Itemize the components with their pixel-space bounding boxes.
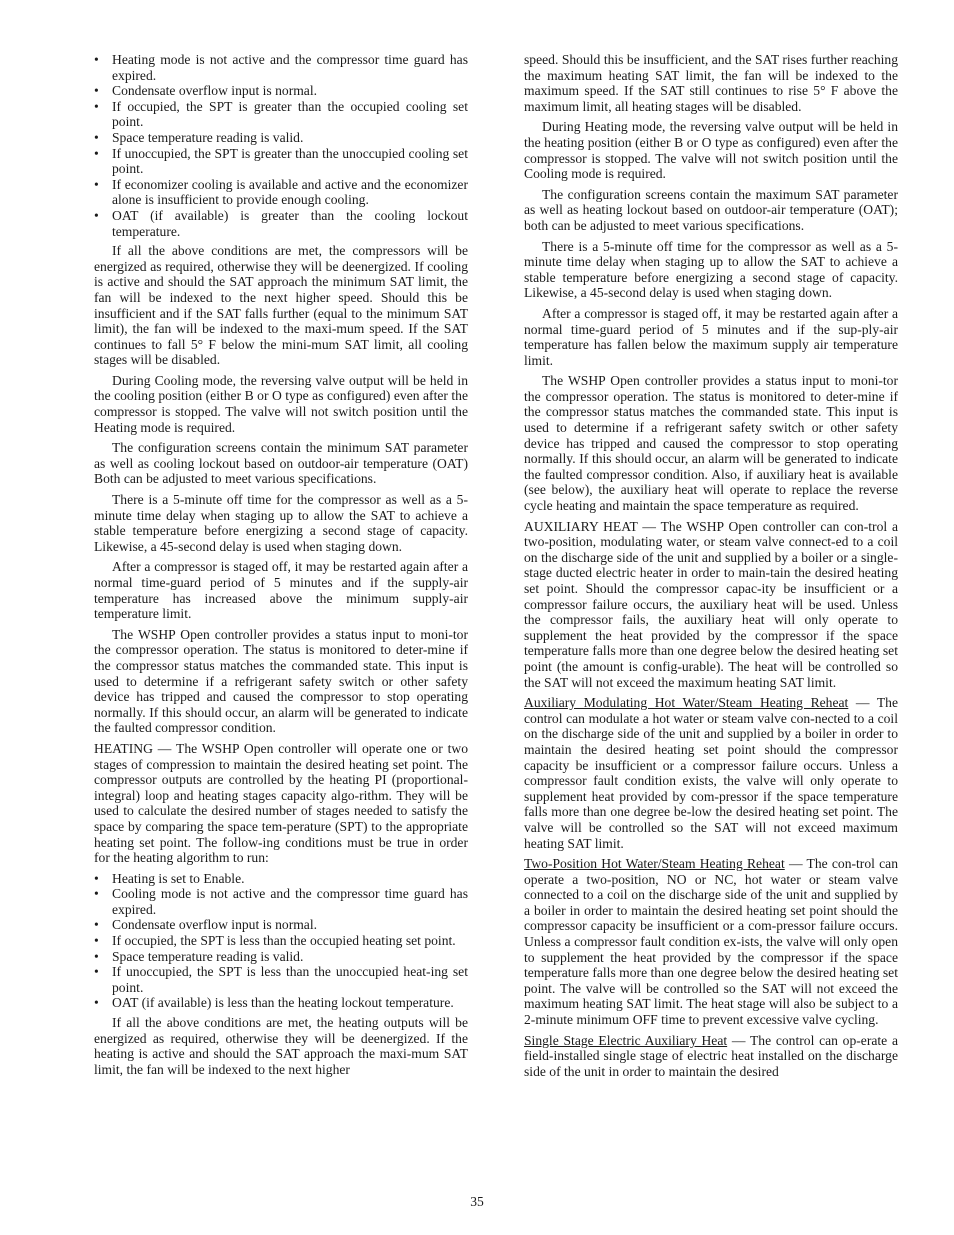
list-item: • Condensate overflow input is normal. [94,83,318,99]
list-item: • Space temperature reading is valid. [94,129,304,145]
right-column [524,52,898,1084]
list-item: • Space temperature reading is valid. [94,948,304,964]
list-item: • OAT (if available) is greater than the cooling lockout temperature. [94,207,468,239]
bullet-icon: • [94,129,99,145]
list-item: • OAT (if available) is less than the heating lockout temperature. [94,995,454,1011]
list-item: • If economizer cooling is available and active and the economizer alone is insufficient to provide enough cooling. [94,176,468,208]
bullet-icon: • [94,995,99,1011]
bullet-icon: • [94,145,99,161]
paragraph-cooling-status: The WSHP Open controller provides a status input to moni-tor the compressor operation. The status is monitored to deter-mine if the compressor status matches the commanded state. This input is used to determine if a refrigerant safety switch or other safety device has tripped and caused the compressor to stop operating normally. If this should occur, an alarm will be generated to indicate the faulted compressor condition. [94,626,468,736]
paragraph-heating-offtime: There is a 5-minute off time for the compressor as well as a 5-minute time delay when staging up to allow the SAT to achieve a stable temperature before energizing a second stage of capacity. Likewise, a 45-second delay is used when staging down. [524,238,898,301]
heating-conditions-list [94,871,468,1011]
bullet-icon: • [94,886,99,902]
bullet-icon: • [94,98,99,114]
paragraph-cooling-valve: During Cooling mode, the reversing valve output will be held in the cooling position (either B or O type as configured) even after the compressor is stopped. The valve will not switch position until the Heating mode is required. [94,372,468,435]
bullet-icon: • [94,917,99,933]
paragraph-cooling-restart: After a compressor is staged off, it may be restarted again after a normal time-guard period of 5 minutes and if the supply-air temperature has increased above the minimum supply-air temperature limit. [94,559,468,622]
bullet-icon: • [94,948,99,964]
list-item: • Heating mode is not active and the compressor time guard has expired. [94,52,468,83]
paragraph-heating-restart: After a compressor is staged off, it may be restarted again after a normal time-guard period of 5 minutes and if the sup-ply-air temperature has fallen below the maximum supply air temperature limit. [524,305,898,368]
paragraph-modulating-reheat: Auxiliary Modulating Hot Water/Steam Heating Reheat — The control can modulate a hot water or steam valve con-nected to a coil on the discharge side of the unit and supplied by a boiler in order to maintain the desired heating set point should the compressor capacity be insufficient or a compressor failure occurs. Unless a compressor fault condition exists, the valve will only operate to supplement heat provided by com-pressor if the space temperature falls more than one degree be-low the desired heating set point. The valve will be controlled so the SAT will not exceed maximum heating SAT limit. [524,695,899,851]
bullet-icon: • [94,176,99,192]
paragraph-two-position-reheat: Two-Position Hot Water/Steam Heating Reheat — The con-trol can operate a two-position, NO or NC, hot water or steam valve connected to a coil on the discharge side of the unit and supplied by a boiler in order to maintain the desired heating set point should the compressor capacity be insufficient or a com-pressor failure occurs. Unless a compressor fault condition ex-ists, the valve will only open to supplement the heat provided by the compressor if the space temperature falls more than one degree below the desired heating set point. The valve will be controlled so the SAT will not exceed the maximum heating SAT limit. The heat stage will also be subject to a 2-minute minimum OFF time to prevent excessive valve cycling. [524,856,898,1028]
paragraph-heating-conditions: If all the above conditions are met, the heating outputs will be energized as required, otherwise they will be deenergized. If the heating is active and should the SAT approach the maxi-mum SAT limit, the fan will be indexed to the next higher [94,1015,468,1077]
bullet-icon: • [94,52,99,67]
section-heading-heating: HEATING [94,740,153,756]
section-heading-auxiliary-heat: AUXILIARY HEAT [524,518,638,534]
paragraph-heating-status: The WSHP Open controller provides a status input to moni-tor the compressor operation. The status is monitored to deter-mine if the compressor status matches the commanded state. This input is used to determine if a refrigerant safety switch or other safety device has tripped and caused the compressor to stop operating normally. If this should occur, an alarm will be generated to indicate the faulted compressor condition. Also, if auxiliary heat is available (see below), the auxiliary heat will operate to replace the reverse cycle heating and maintain the space temperature as required. [524,373,898,514]
subheading-two-position-reheat: Two-Position Hot Water/Steam Heating Reheat [524,856,785,872]
list-item: • Condensate overflow input is normal. [94,917,318,933]
list-item: • If unoccupied, the SPT is less than the unoccupied heat-ing set point. [94,964,468,995]
list-item: • If unoccupied, the SPT is greater than the unoccupied cooling set point. [94,145,468,177]
list-item: • If occupied, the SPT is less than the occupied heating set point. [94,933,456,949]
list-item: • Heating is set to Enable. [94,870,245,886]
paragraph-single-stage-electric: Single Stage Electric Auxiliary Heat — The control can op-erate a field-installed single stage of electric heat installed on the discharge side of the unit in order to maintain the desired [524,1032,898,1079]
bullet-icon: • [94,964,99,980]
paragraph-heating-intro: HEATING — The WSHP Open controller will operate one or two stages of compression to maintain the desired heating set point. The compressor outputs are controlled by the heating PI (proportional-integral) loop and heating stages capacity algo-rithm. They will be used to calculate the desired number of stages needed to satisfy the space by comparing the space tem-perature (SPT) to the appropriate heating set point. The follow-ing conditions must be true in order for the heating algorithm to run: [94,740,468,866]
paragraph-heating-config: The configuration screens contain the maximum SAT parameter as well as heating lockout based on outdoor-air temperature (OAT); both can be adjusted to meet various specifications. [524,186,898,233]
list-item: • Cooling mode is not active and the compressor time guard has expired. [94,886,468,917]
paragraph-cooling-config: The configuration screens contain the minimum SAT parameter as well as cooling lockout based on outdoor-air temperature (OAT) Both can be adjusted to meet various specifications. [94,440,468,487]
bullet-icon: • [94,870,99,886]
left-column [94,52,468,1082]
bullet-icon: • [94,933,99,949]
subheading-single-stage-electric: Single Stage Electric Auxiliary Heat [524,1032,728,1048]
paragraph-heating-continued: speed. Should this be insufficient, and the SAT rises further reaching the maximum heating SAT limit, the fan will be indexed to the maximum speed. If the SAT still continues to rise 5° F above the maximum limit, all heating stages will be disabled. [524,52,898,114]
bullet-icon: • [94,83,99,99]
cooling-conditions-list [94,52,468,239]
page-number: 35 [470,1194,484,1209]
subheading-modulating-reheat: Auxiliary Modulating Hot Water/Steam Heating Reheat [524,695,849,711]
list-item: • If occupied, the SPT is greater than the occupied cooling set point. [94,98,468,130]
bullet-icon: • [94,207,99,223]
paragraph-auxiliary-heat: AUXILIARY HEAT — The WSHP Open controller can con-trol a two-position, modulating water, or steam valve connect-ed to a coil on the discharge side of the unit and supplied by a boiler or a single-stage ducted electric heater in order to main-tain the desired heating set point. Should the compressor capac-ity be insufficient or a compressor failure occurs, the auxiliary heat will be used. Unless the compressor fails, the auxiliary heat will only operate to supplement the heat provided by the compressor if the space temperature falls more than one degree below the desired heating set point (the amount is config-urable). The heat will be controlled so the SAT will not exceed the maximum heating SAT limit. [524,518,899,690]
paragraph-heating-valve: During Heating mode, the reversing valve output will be held in the heating position (either B or O type as configured) even after the compressor is stopped. The valve will not switch position until the Cooling mode is required. [524,119,898,182]
paragraph-cooling-offtime: There is a 5-minute off time for the compressor as well as a 5-minute time delay when staging up to allow the SAT to achieve a stable temperature before energizing a second stage of capacity. Likewise, a 45-second delay is used when staging down. [94,492,468,554]
paragraph-cooling-conditions: If all the above conditions are met, the compressors will be energized as required, otherwise they will be deenergized. If cooling is active and should the SAT approach the minimum SAT limit, the fan will be indexed to the next higher speed. Should this be insufficient and if the SAT falls further (equal to the minimum SAT limit), the fan will be indexed to the maxi-mum speed. If the SAT continues to fall 5° F below the mini-mum SAT limit, all cooling stages will be disabled. [94,243,468,368]
